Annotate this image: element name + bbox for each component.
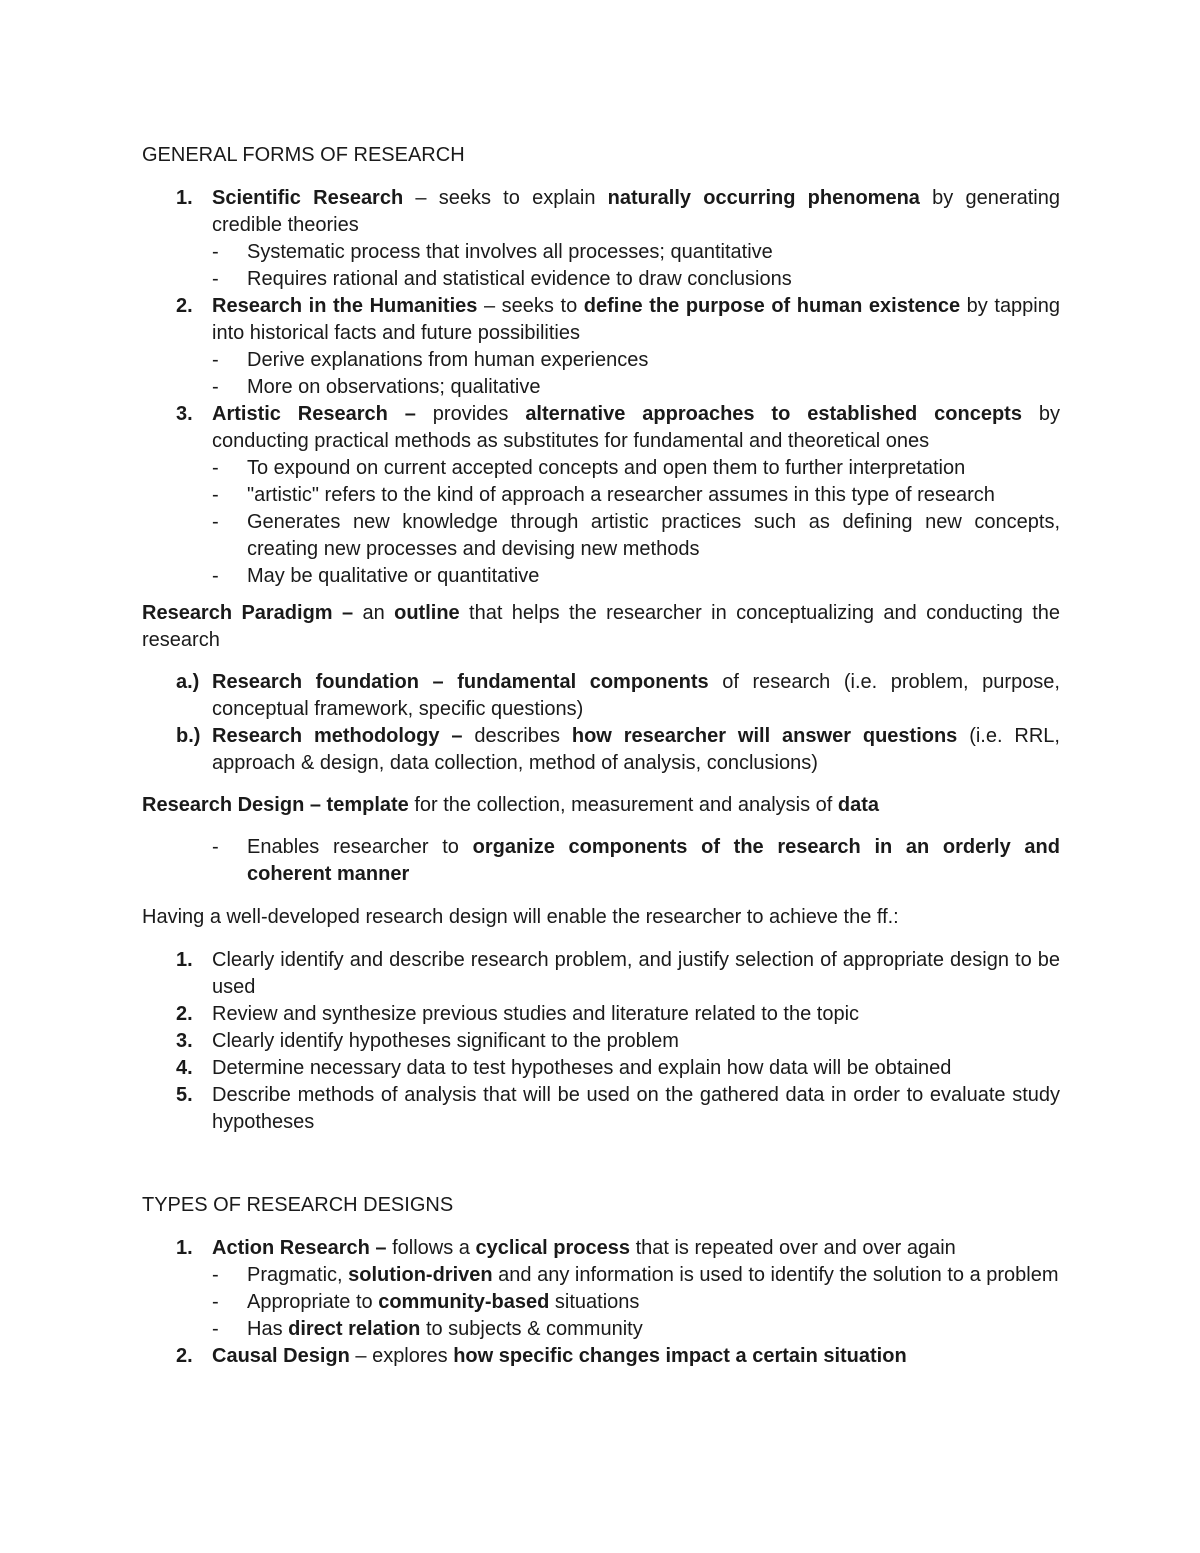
- list-item-text: [247, 1289, 1060, 1316]
- text-segment: an: [353, 602, 395, 624]
- list-item-text: [212, 669, 1060, 723]
- numbered-row: [176, 185, 1060, 239]
- list-marker: 1.: [176, 187, 193, 209]
- numbered-row: [176, 669, 1060, 723]
- list-item-text: [212, 185, 1060, 239]
- text-segment: to subjects & community: [420, 1318, 643, 1340]
- list-item-text: Describe methods of analysis that will be used on the gathered data in order to evaluate study hypotheses: [212, 1084, 1060, 1133]
- text-segment: for the collection, measurement and analysis of: [408, 794, 838, 816]
- bold-text: Research in the Humanities: [212, 295, 478, 317]
- numbered-row: [176, 401, 1060, 455]
- list-item: [176, 401, 1060, 590]
- bold-text: Research foundation – fundamental components: [212, 671, 709, 693]
- list-marker: -: [212, 511, 219, 533]
- bold-text: organize components of the research in an orderly and coherent manner: [247, 836, 1060, 885]
- text-segment: Generates new knowledge through artistic practices such as defining new concepts, creating new processes and devising new methods: [247, 511, 1060, 560]
- numbered-row: [176, 1055, 1060, 1082]
- list-marker: -: [212, 349, 219, 371]
- list-item: [176, 669, 1060, 723]
- text-segment: Appropriate to: [247, 1291, 379, 1313]
- bold-text: Research Paradigm –: [142, 602, 354, 624]
- list-item: [176, 1343, 1060, 1370]
- bold-text: community-based: [378, 1291, 550, 1313]
- bold-text: data: [837, 794, 880, 816]
- text-segment: situations: [549, 1291, 640, 1313]
- bold-text: Scientific Research: [212, 187, 404, 209]
- text-segment: and any information is used to identify the solution to a problem: [492, 1264, 1059, 1286]
- text-segment: Has: [247, 1318, 289, 1340]
- list-marker: 3.: [176, 1030, 193, 1052]
- list-item-text: Review and synthesize previous studies and literature related to the topic: [212, 1003, 860, 1025]
- text-segment: – explores: [349, 1345, 454, 1367]
- list-item-text: Clearly identify hypotheses significant to the problem: [212, 1030, 679, 1052]
- text-segment: by tapping into historical facts and future possibilities: [212, 295, 1060, 344]
- bold-text: how specific changes impact a certain situation: [453, 1345, 907, 1367]
- bold-text: Artistic Research –: [212, 403, 416, 425]
- list-item-text: [247, 239, 1060, 266]
- list-item: [176, 1055, 1060, 1082]
- design-sub-list: [212, 834, 1060, 888]
- sub-item: [212, 374, 1060, 401]
- numbered-row: [176, 1343, 1060, 1370]
- list-item-text: [247, 455, 1060, 482]
- list-marker: -: [212, 484, 219, 506]
- text-segment: To expound on current accepted concepts and open them to further interpretation: [247, 457, 966, 479]
- list-marker: -: [212, 241, 219, 263]
- types-list: [142, 1235, 1060, 1370]
- sub-item: [212, 1262, 1060, 1289]
- text-segment: Derive explanations from human experiences: [247, 349, 649, 371]
- bold-text: alternative approaches to established concepts: [525, 403, 1022, 425]
- list-item: [176, 1082, 1060, 1136]
- bold-text: Causal Design: [212, 1345, 350, 1367]
- list-marker: -: [212, 268, 219, 290]
- text-segment: "artistic" refers to the kind of approach a researcher assumes in this type of research: [247, 484, 995, 506]
- list-item-text: [212, 723, 1060, 777]
- design-sub-text: [247, 834, 1060, 888]
- dash-marker: -: [212, 836, 219, 858]
- list-item-text: [247, 563, 1060, 590]
- list-marker: 3.: [176, 403, 193, 425]
- text-segment: More on observations; qualitative: [247, 376, 541, 398]
- list-item-text: [212, 401, 1060, 455]
- list-marker: 1.: [176, 1237, 193, 1259]
- list-marker: 1.: [176, 949, 193, 971]
- list-item: [176, 1001, 1060, 1028]
- list-item: [176, 723, 1060, 777]
- list-item: [176, 1235, 1060, 1343]
- text-segment: Pragmatic,: [247, 1264, 349, 1286]
- list-item-text: [247, 1316, 1060, 1343]
- sub-item: [212, 239, 1060, 266]
- text-segment: by generating credible theories: [212, 187, 1061, 236]
- numbered-row: [176, 1082, 1060, 1136]
- list-item-text: [247, 482, 1060, 509]
- design-paragraph: [142, 792, 1060, 819]
- list-item-text: Clearly identify and describe research problem, and justify selection of appropriate design to be used: [212, 949, 1060, 998]
- numbered-row: [176, 293, 1060, 347]
- bold-text: outline: [394, 602, 460, 624]
- list-item-text: Determine necessary data to test hypotheses and explain how data will be obtained: [212, 1057, 952, 1079]
- sub-item: [212, 509, 1060, 563]
- list-marker: -: [212, 1264, 219, 1286]
- list-item: [176, 947, 1060, 1001]
- section-general-forms: [142, 142, 1060, 590]
- text-segment: of research (i.e. problem, purpose, conceptual framework, specific questions): [212, 671, 1060, 720]
- list-marker: -: [212, 565, 219, 587]
- text-segment: (i.e. RRL, approach & design, data collection, method of analysis, conclusions): [212, 725, 1060, 774]
- bold-text: Research methodology –: [212, 725, 463, 747]
- numbered-row: [176, 1028, 1060, 1055]
- bold-text: direct relation: [288, 1318, 421, 1340]
- list-item-text: [247, 266, 1060, 293]
- list-item: [212, 834, 1060, 888]
- sub-item: [212, 482, 1060, 509]
- text-segment: Systematic process that involves all processes; quantitative: [247, 241, 773, 263]
- text-segment: by conducting practical methods as substitutes for fundamental and theoretical ones: [212, 403, 1060, 452]
- sub-item: [212, 266, 1060, 293]
- list-marker: 2.: [176, 1345, 193, 1367]
- bold-text: cyclical process: [475, 1237, 631, 1259]
- sub-item: [212, 1316, 1060, 1343]
- paradigm-list: [142, 669, 1060, 777]
- list-marker: 5.: [176, 1084, 193, 1106]
- list-item-text: [247, 347, 1060, 374]
- list-item-text: [247, 1262, 1060, 1289]
- text-segment: – seeks to: [477, 295, 584, 317]
- text-segment: – seeks to explain: [403, 187, 608, 209]
- list-item-text: [212, 293, 1060, 347]
- list-item: [176, 1028, 1060, 1055]
- list-item: [176, 185, 1060, 293]
- research-paradigm-block: [142, 600, 1060, 777]
- bold-text: define the purpose of human existence: [583, 295, 961, 317]
- bold-text: solution-driven: [348, 1264, 493, 1286]
- bold-text: naturally occurring phenomena: [607, 187, 920, 209]
- list-item-text: [247, 509, 1060, 563]
- sub-item: [212, 1289, 1060, 1316]
- sub-item: [212, 347, 1060, 374]
- list-marker: a.): [176, 671, 200, 693]
- list-marker: 2.: [176, 295, 193, 317]
- numbered-row: [176, 1001, 1060, 1028]
- list-item-text: [247, 374, 1060, 401]
- section-heading: TYPES OF RESEARCH DESIGNS: [142, 1194, 454, 1216]
- numbered-row: [176, 1235, 1060, 1262]
- paradigm-paragraph: [142, 600, 1060, 654]
- list-item-text: [212, 1235, 1060, 1262]
- text-segment: May be qualitative or quantitative: [247, 565, 540, 587]
- text-segment: that helps the researcher in conceptualizing and conducting the research: [142, 602, 1061, 651]
- list-marker: 2.: [176, 1003, 193, 1025]
- text-segment: Enables researcher to: [247, 836, 473, 858]
- bold-text: Research Design – template: [142, 794, 409, 816]
- list-marker: -: [212, 1318, 219, 1340]
- bold-text: how researcher will answer questions: [571, 725, 958, 747]
- list-item: [176, 293, 1060, 401]
- text-segment: that is repeated over and over again: [630, 1237, 956, 1259]
- well-developed-intro: Having a well-developed research design will enable the researcher to achieve the ff.:: [142, 906, 899, 928]
- well-developed-list: [142, 947, 1060, 1136]
- list-marker: b.): [176, 725, 201, 747]
- numbered-row: [176, 947, 1060, 1001]
- sub-item: [212, 455, 1060, 482]
- text-segment: Requires rational and statistical evidence to draw conclusions: [247, 268, 792, 290]
- list-marker: -: [212, 457, 219, 479]
- bold-text: Action Research –: [212, 1237, 387, 1259]
- list-marker: -: [212, 1291, 219, 1313]
- text-segment: provides: [415, 403, 526, 425]
- text-segment: follows a: [386, 1237, 476, 1259]
- research-design-block: [142, 792, 1060, 888]
- list-marker: 4.: [176, 1057, 193, 1079]
- section-types-of-designs: [142, 1192, 1060, 1370]
- general-forms-list: [142, 185, 1060, 590]
- numbered-row: [176, 723, 1060, 777]
- text-segment: describes: [462, 725, 572, 747]
- list-marker: -: [212, 376, 219, 398]
- well-developed-block: [142, 904, 1060, 1136]
- sub-item: [212, 563, 1060, 590]
- section-heading: GENERAL FORMS OF RESEARCH: [142, 144, 465, 166]
- list-item-text: [212, 1343, 1060, 1370]
